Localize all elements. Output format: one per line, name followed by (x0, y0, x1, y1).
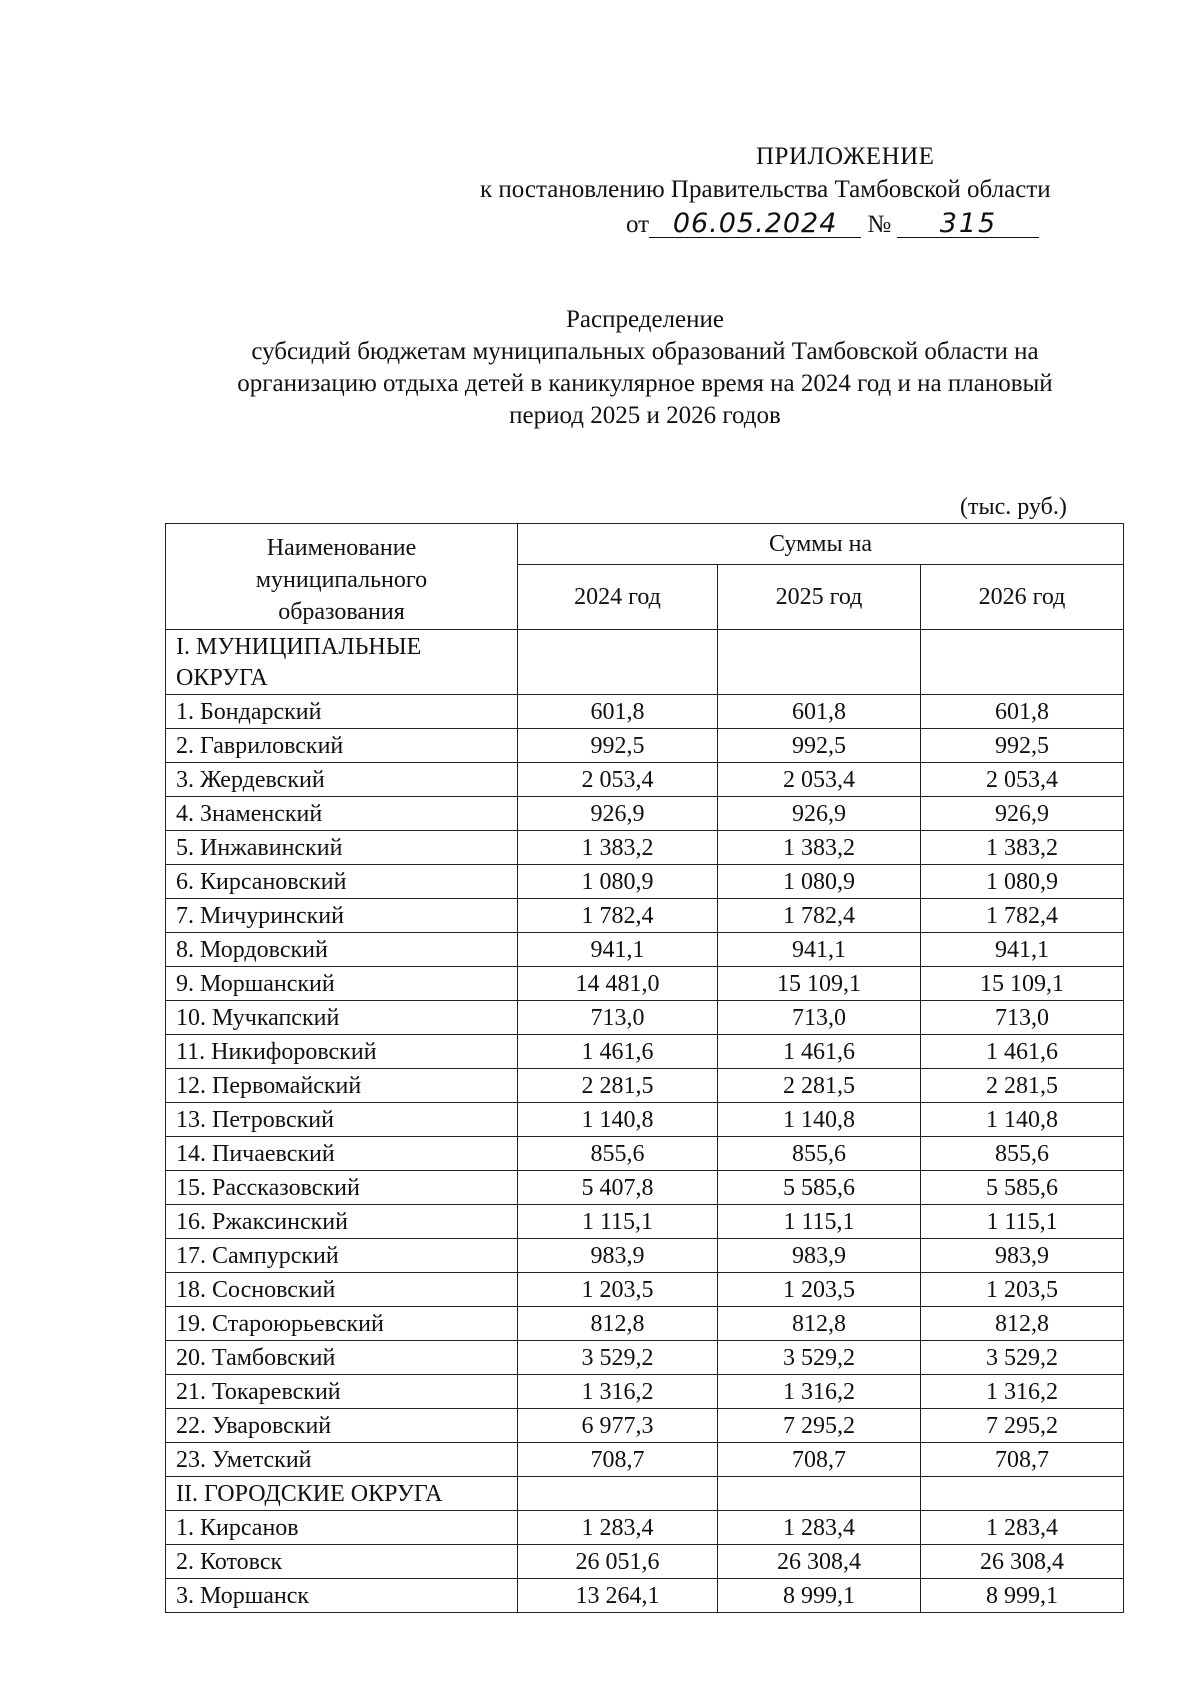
title-line-4: период 2025 и 2026 годов (509, 402, 781, 429)
value-2024: 941,1 (518, 933, 718, 967)
empty-cell (921, 630, 1124, 695)
empty-cell (518, 630, 718, 695)
municipality-name: 18. Сосновский (166, 1273, 518, 1307)
value-2025: 1 115,1 (718, 1205, 921, 1239)
value-2024: 14 481,0 (518, 967, 718, 1001)
section-label-line: I. МУНИЦИПАЛЬНЫЕ (176, 634, 422, 660)
value-2024: 2 281,5 (518, 1069, 718, 1103)
value-2026: 1 203,5 (921, 1273, 1124, 1307)
municipality-name: 8. Мордовский (166, 933, 518, 967)
table-row (166, 797, 1124, 831)
value-2026: 812,8 (921, 1307, 1124, 1341)
table-row (166, 1443, 1124, 1477)
header-municipality-line: Наименование (266, 535, 417, 561)
municipality-name: 23. Уметский (166, 1443, 518, 1477)
table-row (166, 967, 1124, 1001)
value-2025: 708,7 (718, 1443, 921, 1477)
value-2025: 1 080,9 (718, 865, 921, 899)
section-label (166, 630, 518, 695)
header-year-2025: 2025 год (718, 565, 921, 630)
table-row (166, 899, 1124, 933)
value-2026: 2 053,4 (921, 763, 1124, 797)
value-2024: 1 203,5 (518, 1273, 718, 1307)
value-2025: 1 383,2 (718, 831, 921, 865)
document-title (150, 304, 1140, 432)
table-row (166, 695, 1124, 729)
table-row (166, 1545, 1124, 1579)
empty-cell (718, 1477, 921, 1511)
header-municipality-line: муниципального (255, 567, 428, 593)
value-2026: 1 115,1 (921, 1205, 1124, 1239)
decree-dateline (626, 209, 1039, 241)
decree-number: 315 (897, 211, 1039, 238)
table-row (166, 1307, 1124, 1341)
value-2025: 1 461,6 (718, 1035, 921, 1069)
value-2025: 983,9 (718, 1239, 921, 1273)
municipality-name: 1. Кирсанов (166, 1511, 518, 1545)
value-2026: 26 308,4 (921, 1545, 1124, 1579)
section-row-city-districts (166, 1477, 1124, 1511)
header-year-2024: 2024 год (518, 565, 718, 630)
municipality-name: 10. Мучкапский (166, 1001, 518, 1035)
table-row (166, 1341, 1124, 1375)
municipality-name: 3. Жердевский (166, 763, 518, 797)
value-2024: 1 115,1 (518, 1205, 718, 1239)
table-row (166, 1579, 1124, 1613)
table-row (166, 831, 1124, 865)
table-row (166, 1205, 1124, 1239)
empty-cell (718, 630, 921, 695)
value-2025: 1 782,4 (718, 899, 921, 933)
value-2026: 1 283,4 (921, 1511, 1124, 1545)
table-row (166, 1409, 1124, 1443)
municipality-name: 22. Уваровский (166, 1409, 518, 1443)
value-2024: 2 053,4 (518, 763, 718, 797)
value-2025: 7 295,2 (718, 1409, 921, 1443)
value-2026: 855,6 (921, 1137, 1124, 1171)
value-2025: 926,9 (718, 797, 921, 831)
value-2025: 26 308,4 (718, 1545, 921, 1579)
municipality-name: 1. Бондарский (166, 695, 518, 729)
municipality-name: 11. Никифоровский (166, 1035, 518, 1069)
title-line-1: Распределение (566, 306, 724, 333)
decree-date: 06.05.2024 (649, 211, 861, 238)
date-prefix: от (626, 211, 650, 238)
value-2026: 713,0 (921, 1001, 1124, 1035)
value-2024: 855,6 (518, 1137, 718, 1171)
section-label-line: ОКРУГА (176, 665, 268, 691)
table-row (166, 1511, 1124, 1545)
value-2024: 3 529,2 (518, 1341, 718, 1375)
value-2026: 1 140,8 (921, 1103, 1124, 1137)
value-2024: 713,0 (518, 1001, 718, 1035)
value-2026: 926,9 (921, 797, 1124, 831)
municipality-name: 4. Знаменский (166, 797, 518, 831)
subsidy-table (165, 523, 1124, 1613)
value-2025: 941,1 (718, 933, 921, 967)
municipality-name: 3. Моршанск (166, 1579, 518, 1613)
table-row (166, 1137, 1124, 1171)
section-label: II. ГОРОДСКИЕ ОКРУГА (166, 1477, 518, 1511)
value-2024: 1 782,4 (518, 899, 718, 933)
header-municipality-line: образования (278, 599, 405, 625)
municipality-name: 2. Гавриловский (166, 729, 518, 763)
table-row (166, 1239, 1124, 1273)
table-row (166, 1001, 1124, 1035)
value-2025: 3 529,2 (718, 1341, 921, 1375)
table-row (166, 865, 1124, 899)
value-2024: 1 080,9 (518, 865, 718, 899)
table-row (166, 1171, 1124, 1205)
value-2025: 2 281,5 (718, 1069, 921, 1103)
table-row (166, 1103, 1124, 1137)
header-municipality (166, 524, 518, 630)
value-2026: 601,8 (921, 695, 1124, 729)
table-row (166, 933, 1124, 967)
header-year-2026: 2026 год (921, 565, 1124, 630)
value-2025: 1 283,4 (718, 1511, 921, 1545)
value-2024: 926,9 (518, 797, 718, 831)
unit-label: (тыс. руб.) (960, 494, 1067, 520)
municipality-name: 2. Котовск (166, 1545, 518, 1579)
value-2025: 1 203,5 (718, 1273, 921, 1307)
value-2026: 8 999,1 (921, 1579, 1124, 1613)
header-sums: Суммы на (518, 524, 1124, 565)
value-2026: 7 295,2 (921, 1409, 1124, 1443)
value-2024: 1 383,2 (518, 831, 718, 865)
municipality-name: 12. Первомайский (166, 1069, 518, 1103)
value-2026: 15 109,1 (921, 967, 1124, 1001)
value-2025: 992,5 (718, 729, 921, 763)
value-2025: 855,6 (718, 1137, 921, 1171)
table-body (166, 630, 1124, 1613)
empty-cell (518, 1477, 718, 1511)
municipality-name: 7. Мичуринский (166, 899, 518, 933)
table-row (166, 763, 1124, 797)
value-2025: 5 585,6 (718, 1171, 921, 1205)
title-line-2: субсидий бюджетам муниципальных образований Тамбовской области на (251, 338, 1039, 365)
value-2026: 1 782,4 (921, 899, 1124, 933)
table-row (166, 1035, 1124, 1069)
value-2024: 708,7 (518, 1443, 718, 1477)
value-2025: 601,8 (718, 695, 921, 729)
value-2024: 13 264,1 (518, 1579, 718, 1613)
empty-cell (921, 1477, 1124, 1511)
municipality-name: 6. Кирсановский (166, 865, 518, 899)
value-2024: 1 140,8 (518, 1103, 718, 1137)
value-2024: 1 316,2 (518, 1375, 718, 1409)
appendix-heading: ПРИЛОЖЕНИЕ (756, 143, 935, 170)
value-2024: 983,9 (518, 1239, 718, 1273)
value-2026: 2 281,5 (921, 1069, 1124, 1103)
number-prefix: № (867, 211, 892, 238)
municipality-name: 14. Пичаевский (166, 1137, 518, 1171)
value-2025: 15 109,1 (718, 967, 921, 1001)
municipality-name: 21. Токаревский (166, 1375, 518, 1409)
value-2025: 8 999,1 (718, 1579, 921, 1613)
municipality-name: 16. Ржаксинский (166, 1205, 518, 1239)
table-row (166, 1069, 1124, 1103)
table-header (166, 524, 1124, 630)
municipality-name: 9. Моршанский (166, 967, 518, 1001)
municipality-name: 20. Тамбовский (166, 1341, 518, 1375)
municipality-name: 13. Петровский (166, 1103, 518, 1137)
value-2026: 1 316,2 (921, 1375, 1124, 1409)
municipality-name: 5. Инжавинский (166, 831, 518, 865)
value-2024: 1 461,6 (518, 1035, 718, 1069)
value-2026: 5 585,6 (921, 1171, 1124, 1205)
value-2025: 1 316,2 (718, 1375, 921, 1409)
value-2025: 812,8 (718, 1307, 921, 1341)
value-2026: 983,9 (921, 1239, 1124, 1273)
table-row (166, 1273, 1124, 1307)
value-2024: 5 407,8 (518, 1171, 718, 1205)
value-2024: 6 977,3 (518, 1409, 718, 1443)
value-2025: 2 053,4 (718, 763, 921, 797)
value-2024: 26 051,6 (518, 1545, 718, 1579)
value-2024: 812,8 (518, 1307, 718, 1341)
value-2024: 601,8 (518, 695, 718, 729)
value-2026: 941,1 (921, 933, 1124, 967)
title-line-3: организацию отдыха детей в каникулярное время на 2024 год и на плановый (237, 370, 1053, 397)
table-row (166, 1375, 1124, 1409)
value-2026: 708,7 (921, 1443, 1124, 1477)
municipality-name: 17. Сампурский (166, 1239, 518, 1273)
value-2025: 1 140,8 (718, 1103, 921, 1137)
value-2026: 992,5 (921, 729, 1124, 763)
value-2026: 1 080,9 (921, 865, 1124, 899)
value-2026: 1 383,2 (921, 831, 1124, 865)
municipality-name: 19. Староюрьевский (166, 1307, 518, 1341)
municipality-name: 15. Рассказовский (166, 1171, 518, 1205)
value-2026: 1 461,6 (921, 1035, 1124, 1069)
value-2024: 1 283,4 (518, 1511, 718, 1545)
section-row-municipal-districts (166, 630, 1124, 695)
value-2025: 713,0 (718, 1001, 921, 1035)
table-row (166, 729, 1124, 763)
value-2026: 3 529,2 (921, 1341, 1124, 1375)
value-2024: 992,5 (518, 729, 718, 763)
appendix-subtitle: к постановлению Правительства Тамбовской области (480, 176, 1051, 203)
